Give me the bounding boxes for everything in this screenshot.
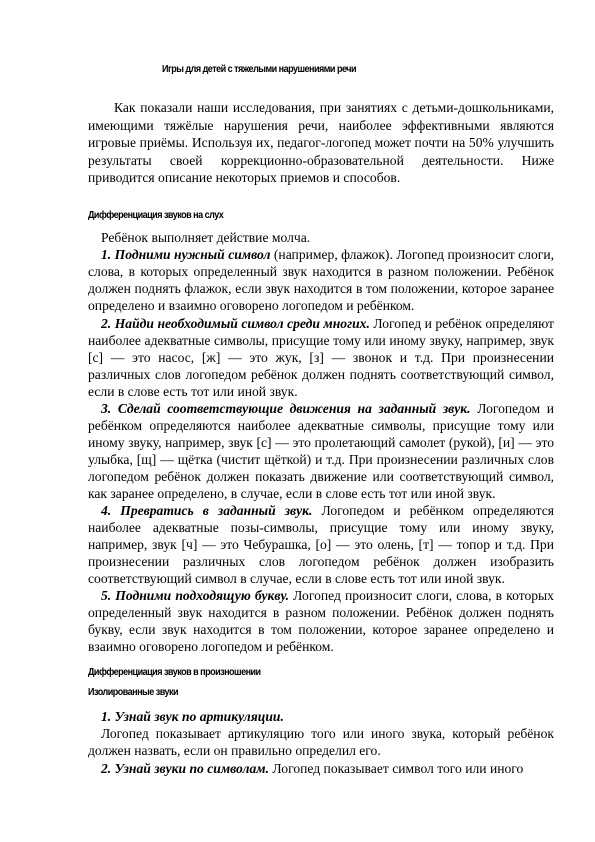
game-item-7 xyxy=(88,760,554,777)
game-item-6-text: Логопед показывает артикуляцию того или иного звука, который ребёнок должен назвать, если он правильно определил его. xyxy=(88,726,554,759)
game-item-4 xyxy=(88,502,554,587)
game-item-6-title: 1. Узнай звук по артикуляции. xyxy=(101,709,284,724)
game-item-6 xyxy=(88,725,554,759)
game-item-2-text: Логопед и ребёнок определяют наиболее адекватные символы, присущие тому или иному звуку, например, звук [с] — это насос, [ж] — это жук, [з] — звонок и т.д. При произнесении различных слов логопедом ребёнок должен поднять соответствующий символ, если в слове есть тот или иной звук. xyxy=(88,316,554,400)
game-item-5 xyxy=(88,587,554,655)
document-title: Игры для детей с тяжелыми нарушениями речи xyxy=(162,63,356,75)
game-item-4-title: 4. Превратись в заданный звук. xyxy=(101,503,313,518)
game-item-1-text: (например, флажок). Логопед произносит слоги, слова, в которых определенный звук находится в разном положении. Ребёнок должен поднять флажок, если звук находится в том положении, которое заранее определено и взаимно оговорено логопедом и ребёнком. xyxy=(88,247,554,314)
intro-paragraph: Как показали наши исследования, при занятиях с детьми-дошкольниками, имеющими тяжёлые нарушения речи, наиболее эффективными являются игровые приёмы. Используя их, педагог-логопед может почти на 50% улучшить результаты своей коррекционно-образовательной деятельности. Ниже приводится описание некоторых приемов и способов. xyxy=(88,100,554,186)
game-item-2-title: 2. Найди необходимый символ среди многих. xyxy=(101,316,370,331)
game-item-1-title: 1. Подними нужный символ xyxy=(101,247,271,262)
game-item-3 xyxy=(88,400,554,503)
game-item-3-title: 3. Сделай соответствующие движения на заданный звук. xyxy=(101,401,471,416)
game-item-7-text: Логопед показывает символ того или иного xyxy=(269,761,524,776)
game-item-5-text: Логопед произносит слоги, слова, в которых определенный звук находится в разном положении. Ребёнок должен поднять букву, если звук находится в том положении, которое заранее определено и взаимно оговорено логопедом и ребёнком. xyxy=(88,588,554,655)
section-heading-pronunciation: Дифференциация звуков в произношении xyxy=(88,666,261,678)
section-note: Ребёнок выполняет действие молча. xyxy=(101,230,311,245)
game-item-6-title-line xyxy=(88,708,554,725)
game-item-3-text: Логопедом и ребёнком определяются наиболее адекватные символы, присущие тому или иному звуку, например, звук [с] — это пролетающий самолет (рукой), [и] — это улыбка, [щ] — щётка (чистит щёткой) и т.д. При произнесении различных слов логопедом ребёнок должен показать движение или соответствующий символ, как заранее определено, в случае, если в слове есть тот или иной звук. xyxy=(88,401,554,502)
game-item-4-text: Логопедом и ребёнком определяются наиболее адекватные позы-символы, присущие тому или иному звуку, например, звук [ч] — это Чебурашка, [о] — это олень, [т] — топор и т.д. При произнесении различных слов логопедом ребёнок должен изобразить соответствующий символ в случае, если в слове есть тот или иной звук. xyxy=(88,503,554,587)
game-item-2 xyxy=(88,315,554,400)
game-item-7-title: 2. Узнай звуки по символам. xyxy=(101,761,269,776)
game-item-1 xyxy=(88,246,554,314)
section-heading-hearing: Дифференциация звуков на слух xyxy=(88,209,224,221)
subsection-heading-isolated: Изолированные звуки xyxy=(88,686,179,698)
game-item-5-title: 5. Подними подходящую букву. xyxy=(101,588,290,603)
